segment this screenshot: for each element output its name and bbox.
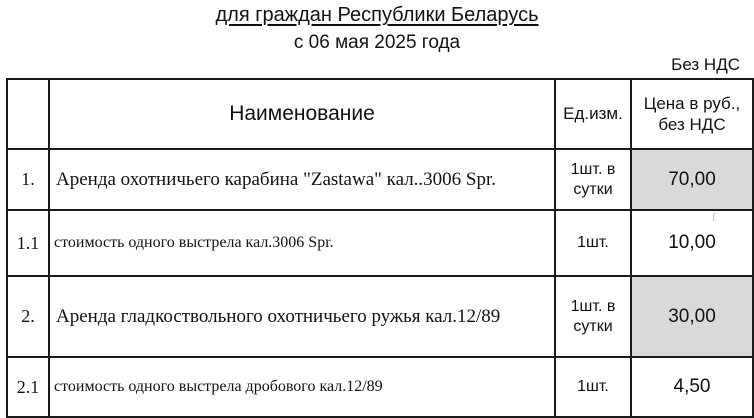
header-number-cell	[7, 79, 49, 149]
row-unit	[555, 210, 631, 276]
header-price-line1: Цена в руб.,	[643, 94, 741, 113]
row-number: 1.1	[7, 210, 49, 276]
header-price-line2: без НДС	[658, 115, 726, 134]
table-row	[7, 276, 753, 357]
page-subtitle: для граждан Республики Беларусь	[215, 4, 539, 26]
effective-date: с 06 мая 2025 года	[293, 32, 461, 53]
row-name: Аренда охотничьего карабина "Zastawa" кал..3006 Spr.	[49, 149, 555, 210]
row-unit-line2: сутки	[573, 180, 613, 198]
row-number: 1.	[7, 149, 49, 210]
row-unit-line1: 1шт. в	[570, 160, 616, 178]
row-price: 30,00	[631, 276, 753, 357]
table-row	[7, 149, 753, 210]
row-unit	[555, 357, 631, 417]
row-name: Аренда гладкоствольного охотничьего ружья кал.12/89	[49, 276, 555, 357]
row-unit-line1: 1шт.	[577, 234, 609, 251]
table-row	[7, 210, 753, 276]
header-unit: Ед.изм.	[555, 79, 631, 149]
row-number: 2.1	[7, 357, 49, 417]
row-price: 4,50	[631, 357, 753, 417]
table-row	[7, 357, 753, 417]
header-name: Наименование	[49, 79, 555, 149]
table-header-row	[7, 79, 753, 149]
row-unit-line2: сутки	[573, 317, 613, 335]
price-table	[6, 78, 754, 418]
handwritten-mark: ſ	[712, 210, 716, 224]
row-price: 70,00	[631, 149, 753, 210]
row-name: стоимость одного выстрела дробового кал.12/89	[49, 357, 555, 417]
row-price: 10,00	[631, 210, 753, 276]
row-unit	[555, 276, 631, 357]
row-unit-line1: 1шт.	[577, 378, 609, 395]
row-number: 2.	[7, 276, 49, 357]
header-price	[631, 79, 753, 149]
row-unit	[555, 149, 631, 210]
row-unit-line1: 1шт. в	[570, 297, 616, 315]
row-name: стоимость одного выстрела кал.3006 Spr.	[49, 210, 555, 276]
vat-note: Без НДС	[671, 55, 740, 74]
